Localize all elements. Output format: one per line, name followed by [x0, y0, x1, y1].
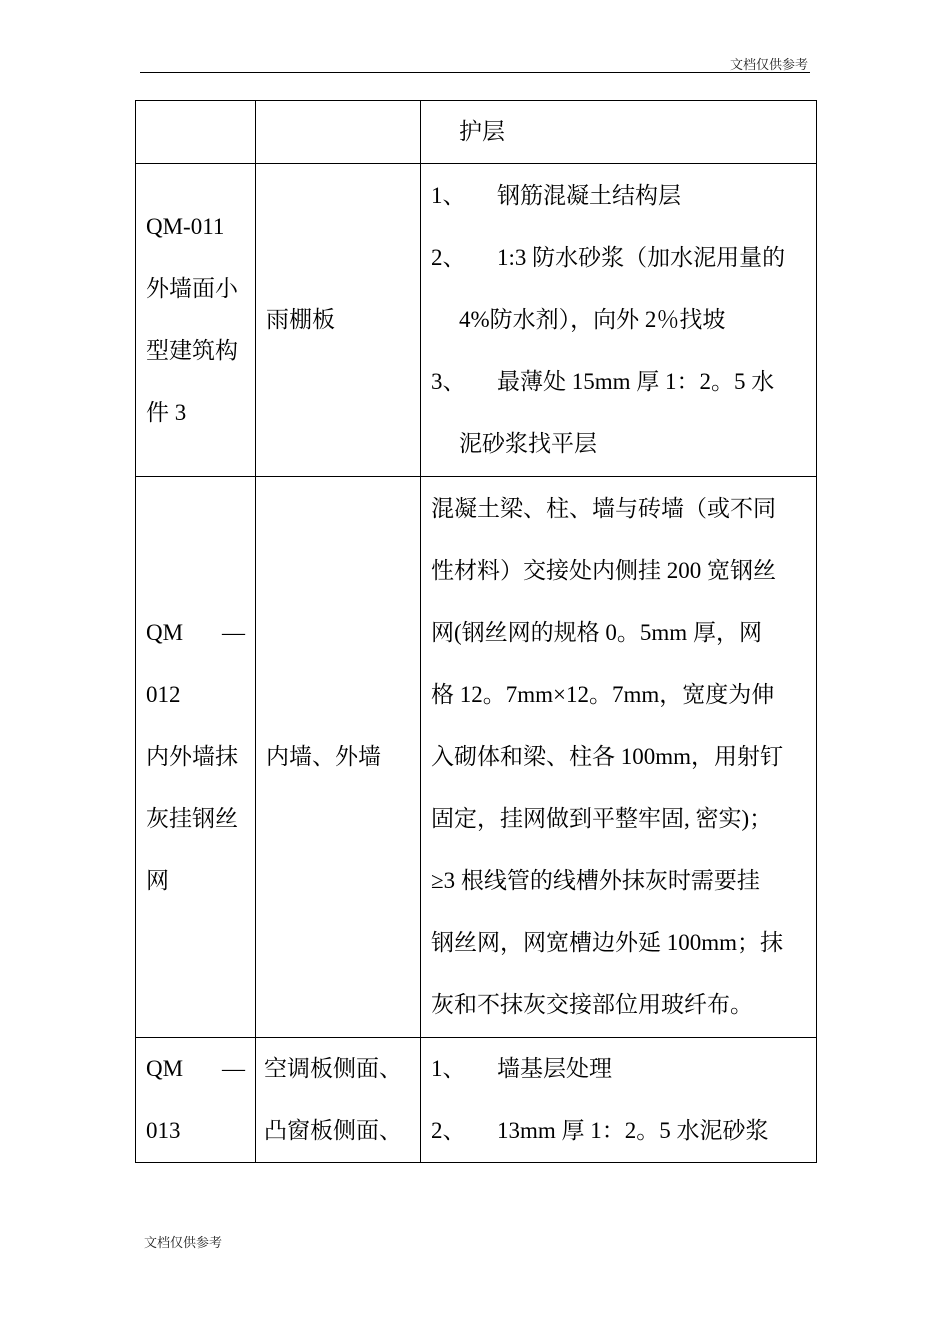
code-cell	[136, 101, 256, 164]
code-cell	[136, 1038, 256, 1163]
step-text: 钢筋混凝土结构层	[497, 183, 681, 208]
location-cell	[256, 1038, 421, 1163]
desc-line: 入砌体和梁、柱各 100mm，用射钉	[431, 744, 784, 769]
table-row	[136, 1038, 817, 1163]
item-name-line: 网	[146, 868, 169, 893]
step-number: 2、	[431, 1118, 466, 1143]
desc-line: 性材料）交接处内侧挂 200 宽钢丝	[431, 558, 776, 583]
item-code-prefix: QM	[146, 1056, 184, 1081]
content-cell	[421, 1038, 817, 1163]
location-cell	[256, 101, 421, 164]
item-code-dash: —	[222, 1056, 245, 1081]
location-text: 雨棚板	[266, 307, 335, 332]
desc-line: 灰和不抹灰交接部位用玻纤布。	[431, 992, 753, 1017]
desc-line: ≥3 根线管的线槽外抹灰时需要挂	[431, 868, 760, 893]
step-number: 3、	[431, 369, 466, 394]
step-text: 泥砂浆找平层	[459, 431, 597, 456]
content-cell	[421, 477, 817, 1038]
desc-line: 格 12。7mm×12。7mm，宽度为伸	[431, 682, 775, 707]
step-line	[431, 227, 806, 289]
step-line	[431, 165, 806, 227]
code-cell	[136, 164, 256, 477]
content-cell	[421, 164, 817, 477]
item-name-line: 外墙面小	[146, 276, 238, 301]
step-number: 1、	[431, 183, 466, 208]
location-cell	[256, 164, 421, 477]
location-cell	[256, 477, 421, 1038]
table-row	[136, 101, 817, 164]
step-text: 1:3 防水砂浆（加水泥用量的	[497, 245, 786, 270]
desc-line: 网(钢丝网的规格 0。5mm 厚，网	[431, 620, 762, 645]
step-text: 最薄处 15mm 厚 1：2。5 水	[497, 369, 775, 394]
desc-line: 混凝土梁、柱、墙与砖墙（或不同	[431, 496, 776, 521]
location-line: 空调板侧面、	[264, 1056, 402, 1081]
item-name-line: 型建筑构	[146, 338, 238, 363]
footer-note: 文档仅供参考	[144, 1235, 223, 1250]
step-line	[431, 1100, 806, 1162]
item-name-line: 内外墙抹	[146, 744, 238, 769]
location-line: 凸窗板侧面、	[264, 1118, 402, 1143]
header-rule	[140, 72, 810, 73]
item-code-line	[146, 602, 245, 664]
content-cell	[421, 101, 817, 164]
header-note: 文档仅供参考	[729, 57, 808, 72]
item-code-prefix: QM	[146, 620, 184, 645]
step-line	[431, 1038, 806, 1100]
step-line	[431, 413, 806, 475]
location-text: 内墙、外墙	[266, 744, 381, 769]
desc-line: 固定，挂网做到平整牢固, 密实)；	[431, 806, 773, 831]
step-number: 2、	[431, 245, 466, 270]
step-line	[431, 351, 806, 413]
item-code: QM-011	[146, 214, 225, 239]
item-code-line	[146, 1038, 245, 1100]
item-name-line: 灰挂钢丝	[146, 806, 238, 831]
item-code-number: 012	[146, 682, 181, 707]
step-line	[431, 289, 806, 351]
item-code-number: 013	[146, 1118, 181, 1143]
step-text: 13mm 厚 1：2。5 水泥砂浆	[497, 1118, 769, 1143]
table-row	[136, 477, 817, 1038]
item-code-dash: —	[222, 620, 245, 645]
step-text: 4%防水剂），向外 2％找坡	[459, 307, 726, 332]
item-name-line: 件 3	[146, 400, 187, 425]
code-cell	[136, 477, 256, 1038]
content-line: 护层	[459, 119, 505, 144]
step-number: 1、	[431, 1056, 466, 1081]
step-text: 墙基层处理	[497, 1056, 612, 1081]
table-row	[136, 164, 817, 477]
desc-line: 钢丝网，网宽槽边外延 100mm；抹	[431, 930, 784, 955]
spec-table	[135, 100, 817, 1163]
